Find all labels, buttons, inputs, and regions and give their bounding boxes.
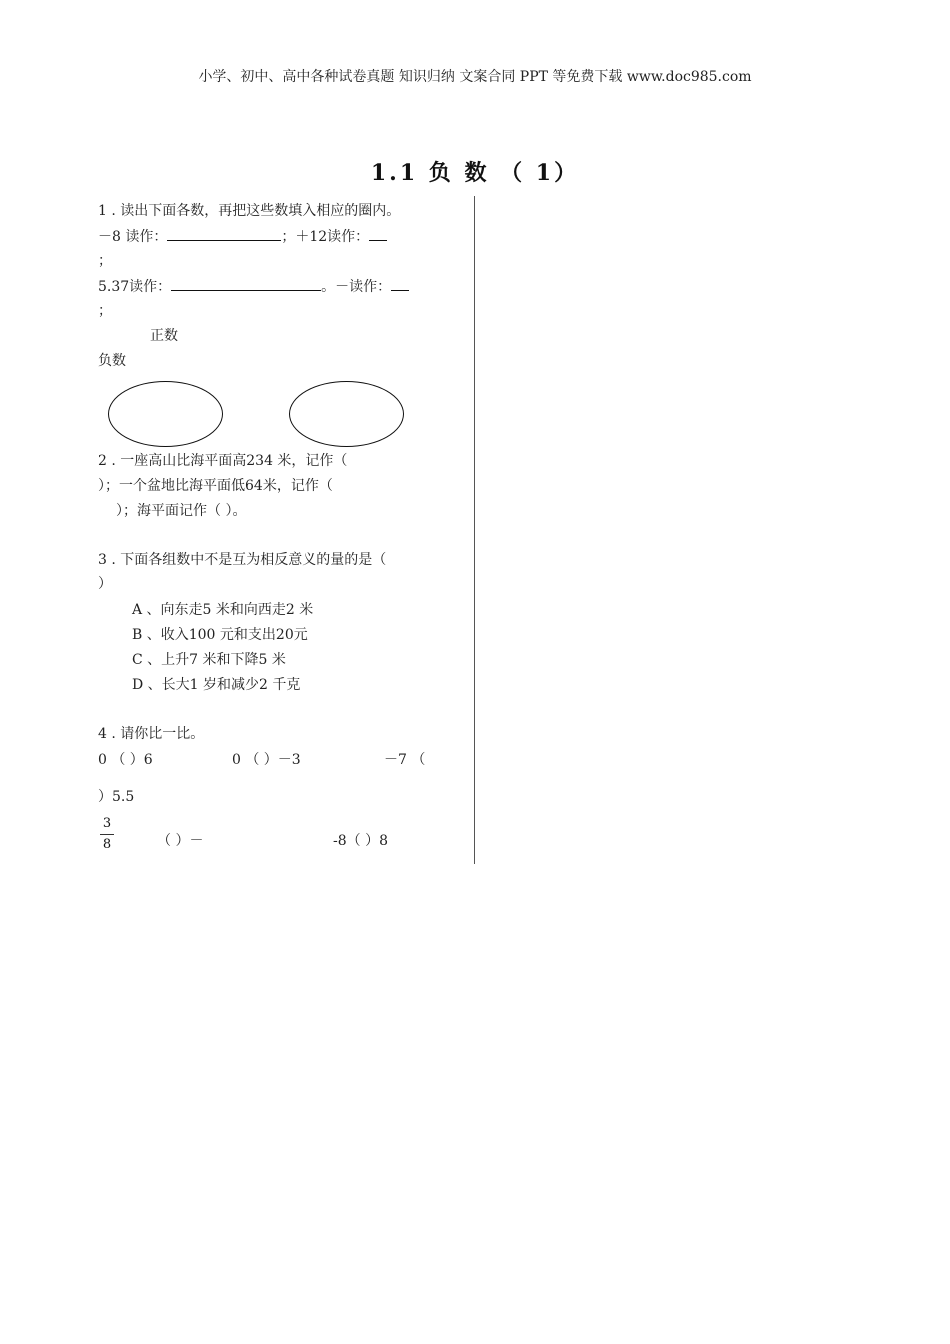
q1-read-537-label: 5.37读作： xyxy=(98,279,172,295)
page-title: 1.1 负 数 （ 1） xyxy=(370,160,580,186)
q3-option-c[interactable]: C 、上升7 米和下降5 米 xyxy=(132,652,286,668)
q1-read-plus12-label: ；＋12读作： xyxy=(281,229,370,245)
q3-stem: 3 . 下面各组数中不是互为相反意义的量的是（ xyxy=(98,552,387,568)
q1-line-2 xyxy=(98,226,387,246)
negative-number-circle[interactable] xyxy=(289,381,404,447)
q2-line-3: ）；海平面记作（ ）。 xyxy=(116,503,247,519)
page-header: 小学、初中、高中各种试卷真题 知识归纳 文案合同 PPT 等免费下载 www.doc985.com xyxy=(198,69,752,85)
answer-blank[interactable] xyxy=(167,228,281,241)
positive-number-circle[interactable] xyxy=(108,381,223,447)
fraction-three-eighths xyxy=(100,816,114,853)
q1-read-neg8-label: －8 读作： xyxy=(98,229,168,245)
q4-compare-0-neg3[interactable]: 0 （ ）－3 xyxy=(232,752,301,768)
q4-compare-fraction[interactable]: （ ）－ xyxy=(157,833,204,849)
answer-blank[interactable] xyxy=(369,228,387,241)
fraction-bar xyxy=(100,834,114,835)
fraction-numerator: 3 xyxy=(102,816,112,831)
q1-read-neg-label: 。－读作： xyxy=(321,279,392,295)
negative-number-label: 负数 xyxy=(98,353,126,369)
column-divider xyxy=(474,196,475,864)
q1-semicolon-1: ； xyxy=(98,253,112,269)
q4-compare-0-6[interactable]: 0 （ ）6 xyxy=(98,752,153,768)
q1-stem: 1 . 读出下面各数，再把这些数填入相应的圈内。 xyxy=(98,203,401,219)
q1-line-3 xyxy=(98,276,409,296)
answer-blank[interactable] xyxy=(171,278,321,291)
q2-line-1: 2 . 一座高山比海平面高234 米，记作（ xyxy=(98,453,348,469)
q3-close-paren: ） xyxy=(98,576,112,592)
q3-option-b[interactable]: B 、收入100 元和支出20元 xyxy=(132,627,308,643)
positive-number-label: 正数 xyxy=(150,328,178,344)
q1-semicolon-2: ； xyxy=(98,303,112,319)
q2-line-2: ）；一个盆地比海平面低64米，记作（ xyxy=(98,478,333,494)
fraction-denominator: 8 xyxy=(102,837,112,852)
q3-option-d[interactable]: D 、长大1 岁和减少2 千克 xyxy=(132,677,301,693)
q4-stem: 4 . 请你比一比。 xyxy=(98,726,205,742)
q3-option-a[interactable]: A 、向东走5 米和向西走2 米 xyxy=(132,602,314,618)
answer-blank[interactable] xyxy=(391,278,409,291)
q4-compare-neg8-8[interactable]: -8（ ）8 xyxy=(333,833,388,849)
q4-compare-55: ）5.5 xyxy=(98,789,135,805)
q4-compare-neg7[interactable]: －7 （ xyxy=(384,752,426,768)
